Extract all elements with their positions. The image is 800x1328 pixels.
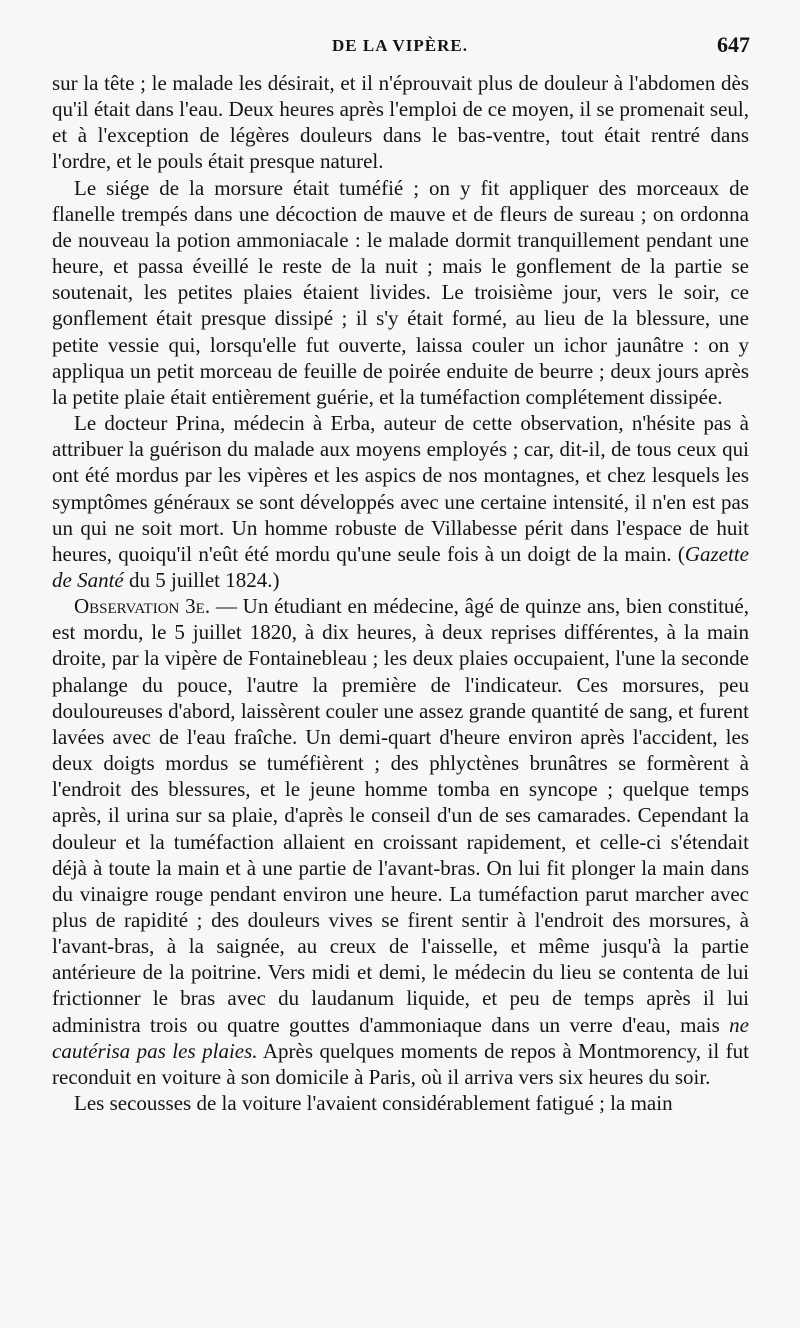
paragraph-doctor-prina <box>52 410 749 593</box>
paragraph-observation-3 <box>52 593 749 1090</box>
paragraph-bite-site: Le siége de la morsure était tuméfié ; on y fit appliquer des morceaux de flanelle trempés dans une décoction de mauve et de fleurs de sureau ; on ordonna de nouveau la potion ammoniacale : le malade dormit tranquillement pendant une heure, et passa éveillé le reste de la nuit ; mais le gonflement de la partie se soutenait, les petites plaies étaient livides. Le troisième jour, vers le soir, ce gonflement était presque dissipé ; il s'y était formé, au lieu de la blessure, une petite vessie qui, lorsqu'elle fut ouverte, laissa couler un ichor jaunâtre : on y appliqua un petit morceau de feuille de poirée enduite de beurre ; deux jours après la petite plaie était entièrement guérie, et la tuméfaction complétement dissipée. <box>52 175 749 409</box>
emphasis-phrase: ne cautérisa pas les plaies. <box>52 1012 749 1063</box>
paragraph-carriage: Les secousses de la voiture l'avaient considérablement fatigué ; la main <box>74 1091 673 1116</box>
page-header <box>50 32 750 62</box>
citation-date: du 5 juillet 1824.) <box>123 567 280 592</box>
page-number: 647 <box>717 32 750 57</box>
running-title: DE LA VIPÈRE. <box>332 36 468 55</box>
paragraph-continuation: sur la tête ; le malade les désirait, et il n'éprouvait plus de douleur à l'abdomen dès qu'il était dans l'eau. Deux heures après l'emploi de ce moyen, il se promenait seul, et à l'exception de légères douleurs dans le bas-ventre, tout était rentré dans l'ordre, et le pouls était presque naturel. <box>52 71 749 174</box>
citation-source: Gazette de Santé <box>52 541 749 592</box>
observation-label: Observation 3e. <box>74 594 211 619</box>
body-text <box>52 70 749 1116</box>
paragraph-text: Le docteur Prina, médecin à Erba, auteur de cette observation, n'hésite pas à attribuer la guérison du malade aux moyens employés ; car, dit-il, de tous ceux qui ont été mordus par les vipères et les aspics de nos montagnes, et chez lesquels les symptômes généraux se sont développés avec une certaine intensité, il n'en est pas un qui ne soit mort. Un homme robuste de Villabesse périt dans l'espace de huit heures, quoiqu'il n'eût été mordu qu'une seule fois à un doigt de la main. ( <box>52 411 749 566</box>
paragraph-text-end: Après quelques moments de repos à Montmorency, il fut reconduit en voiture à son domicile à Paris, où il arriva vers six heures du soir. <box>52 1038 750 1089</box>
paragraph-text: — Un étudiant en médecine, âgé de quinze ans, bien constitué, est mordu, le 5 juillet 1820, à dix heures, à deux reprises différentes, à la main droite, par la vipère de Fontainebleau ; les deux plaies occupaient, l'une la seconde phalange du pouce, l'autre la première de l'indicateur. Ces morsures, peu douloureuses d'abord, laissèrent couler une assez grande quantité de sang, et furent lavées avec de l'eau fraîche. Un demi-quart d'heure environ après l'accident, les deux doigts mordus se tuméfièrent ; des phlyctènes brunâtres se formèrent à l'endroit des blessures, et le jeune homme tomba en syncope ; quelque temps après, il urina sur sa plaie, d'après le conseil d'un de ses camarades. Cependant la douleur et la tuméfaction allaient en croissant rapidement, et celle-ci s'étendait déjà à toute la main et à une partie de l'avant-bras. On lui fit plonger la main dans du vinaigre rouge pendant environ une heure. La tuméfaction parut marcher avec plus de rapidité ; des douleurs vives se firent sentir à l'endroit des morsures, à l'avant-bras, à la saignée, au creux de l'aisselle, et même jusqu'à la partie antérieure de la poitrine. Vers midi et demi, le médecin du lieu se contenta de lui frictionner le bras avec du laudanum liquide, et peu de temps après il lui administra trois ou quatre gouttes d'ammoniaque dans un verre d'eau, mais <box>52 594 749 1037</box>
